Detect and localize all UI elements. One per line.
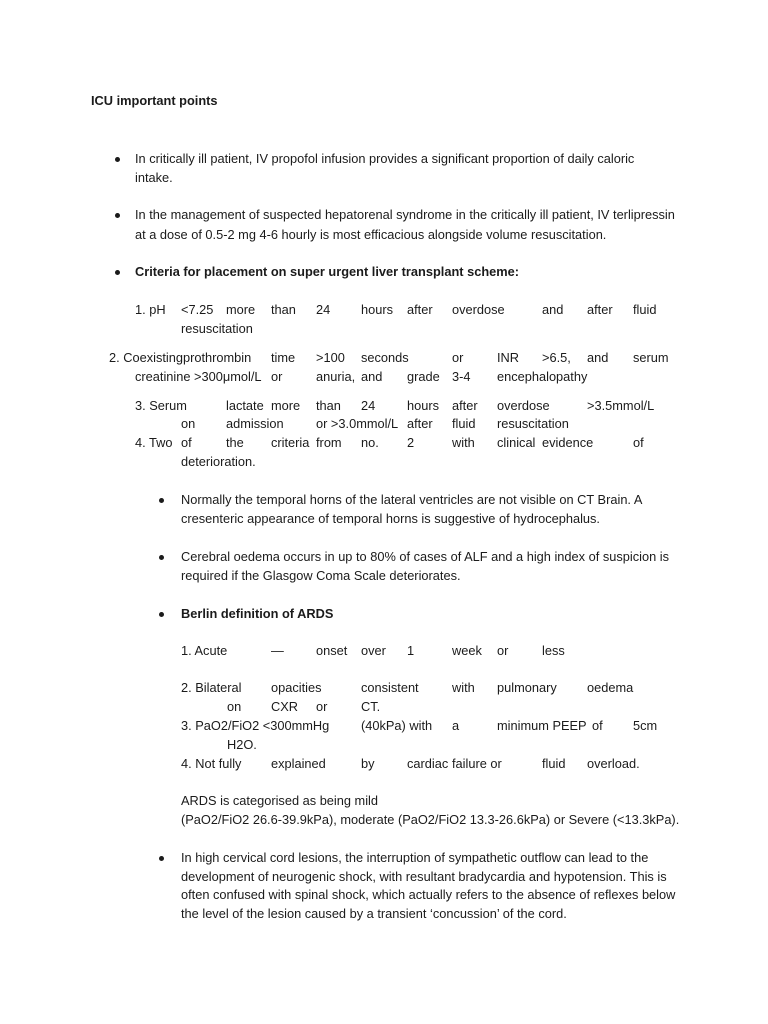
criterion-term: more <box>271 398 301 413</box>
criterion-term: seconds <box>361 350 409 365</box>
criterion-term: fluid <box>452 416 476 431</box>
criterion-term: serum <box>633 350 669 365</box>
criterion-term: after <box>452 398 478 413</box>
bullet-icon <box>115 213 120 218</box>
criterion-term: admission <box>226 416 284 431</box>
criterion-term: of <box>633 435 644 450</box>
ards-term: with <box>452 680 475 695</box>
ards-term: over <box>361 643 386 658</box>
criterion-term: 4. Two <box>135 435 173 450</box>
page-title: ICU important points <box>91 93 218 108</box>
criterion-term: or <box>271 369 283 384</box>
hepatorenal-note-line: In the management of suspected hepatorenal syndrome in the critically ill patient, IV terlipressin <box>135 207 675 222</box>
criterion-term: resuscitation <box>181 321 253 336</box>
cervical-cord-note-line: often confused with spinal shock, which actually refers to the absence of reflexes below <box>181 887 676 902</box>
ards-term: 2. Bilateral <box>181 680 242 695</box>
ards-term: minimum PEEP <box>497 718 587 733</box>
ards-term: CT. <box>361 699 381 714</box>
criterion-term: grade <box>407 369 440 384</box>
criterion-term: criteria <box>271 435 310 450</box>
ards-criterion-4 <box>0 755 768 773</box>
ards-term: CXR <box>271 699 299 714</box>
ards-term: explained <box>271 756 326 771</box>
criterion-term: and <box>361 369 383 384</box>
criterion-term: resuscitation <box>497 416 569 431</box>
ards-term: or <box>497 643 509 658</box>
cervical-cord-note-line: development of neurogenic shock, with resultant bradycardia and hypotension. This is <box>181 869 667 884</box>
ards-term: pulmonary <box>497 680 557 695</box>
criterion-term: deterioration. <box>181 454 256 469</box>
ards-term: a <box>452 718 460 733</box>
ards-term: less <box>542 643 565 658</box>
criterion-term: 24 <box>316 302 331 317</box>
ards-term: or <box>316 699 328 714</box>
criterion-term: INR <box>497 350 520 365</box>
ct-brain-note-line: cresenteric appearance of temporal horns is suggestive of hydrocephalus. <box>181 511 600 526</box>
ards-term: week <box>452 643 482 658</box>
ards-criterion-1 <box>0 642 768 660</box>
criterion-term: and <box>587 350 609 365</box>
ards-term: 4. Not fully <box>181 756 242 771</box>
ards-severity-line: (PaO2/FiO2 26.6-39.9kPa), moderate (PaO2/FiO2 13.3-26.6kPa) or Severe (<13.3kPa). <box>181 812 680 827</box>
criterion-term: >6.5, <box>542 350 571 365</box>
ards-term: on <box>227 699 242 714</box>
ards-term: 5cm <box>633 718 658 733</box>
criterion-term: and <box>542 302 564 317</box>
criterion-term: >100 <box>316 350 345 365</box>
criterion-term: overdose <box>452 302 505 317</box>
criterion-term: or <box>452 350 464 365</box>
ards-criterion-3-continued <box>0 736 768 754</box>
criterion-term: 1. pH <box>135 302 166 317</box>
criterion-term: after <box>407 416 433 431</box>
criterion-term: fluid <box>633 302 657 317</box>
criterion-term: the <box>226 435 244 450</box>
cervical-cord-note-line: the level of the lesion caused by a transient ‘concussion’ of the cord. <box>181 906 567 921</box>
criterion-term: than <box>316 398 341 413</box>
criterion-term: lactate <box>226 398 264 413</box>
ards-term: 1 <box>407 643 415 658</box>
criterion-term: after <box>587 302 613 317</box>
ards-term: opacities <box>271 680 322 695</box>
ards-term: — <box>271 643 284 658</box>
ards-term: failure or <box>452 756 502 771</box>
criterion-term: no. <box>361 435 379 450</box>
criterion-2 <box>0 349 768 367</box>
ards-term: fluid <box>542 756 566 771</box>
criteria-heading: Criteria for placement on super urgent liver transplant scheme: <box>135 264 520 279</box>
criterion-3 <box>0 397 768 415</box>
ards-term: oedema <box>587 680 634 695</box>
criterion-term: 3. Serum <box>135 398 187 413</box>
bullet-icon <box>115 270 120 275</box>
ards-term: by <box>361 756 375 771</box>
criterion-term: than <box>271 302 296 317</box>
criterion-term: overdose <box>497 398 550 413</box>
ards-criterion-2 <box>0 679 768 697</box>
criterion-term: 3-4 <box>452 369 471 384</box>
criterion-term: with <box>452 435 475 450</box>
ards-term: 1. Acute <box>181 643 228 658</box>
criterion-term: from <box>316 435 342 450</box>
criterion-term: clinical <box>497 435 536 450</box>
bullet-icon <box>159 555 164 560</box>
bullet-icon <box>115 157 120 162</box>
criterion-term: >3.5mmol/L <box>587 398 655 413</box>
ards-term: overload. <box>587 756 640 771</box>
bullet-icon <box>159 856 164 861</box>
criterion-term: more <box>226 302 256 317</box>
criterion-4 <box>0 434 768 452</box>
ards-term: cardiac <box>407 756 449 771</box>
criterion-term: <7.25 <box>181 302 214 317</box>
bullet-icon <box>159 498 164 503</box>
ards-term: H2O. <box>227 737 257 752</box>
ards-term: 3. PaO2/FiO2 <300mmHg <box>181 718 330 733</box>
cervical-cord-note-line: In high cervical cord lesions, the interruption of sympathetic outflow can lead to the <box>181 850 649 865</box>
ards-term: (40kPa) with <box>361 718 433 733</box>
cerebral-oedema-note-line: required if the Glasgow Coma Scale deteriorates. <box>181 568 461 583</box>
criterion-1-continued <box>0 320 768 338</box>
bullet-icon <box>159 612 164 617</box>
cerebral-oedema-note-line: Cerebral oedema occurs in up to 80% of cases of ALF and a high index of suspicion is <box>181 549 669 564</box>
criterion-term: encephalopathy <box>497 369 588 384</box>
criterion-term: time <box>271 350 296 365</box>
criterion-term: hours <box>407 398 440 413</box>
criterion-term: evidence <box>542 435 594 450</box>
criterion-term: anuria, <box>316 369 356 384</box>
criterion-term: 24 <box>361 398 376 413</box>
criterion-term: hours <box>361 302 394 317</box>
criterion-term: creatinine >300μmol/L <box>135 369 262 384</box>
criterion-term: 2. Coexistingprothrombin <box>109 350 252 365</box>
ards-term: consistent <box>361 680 419 695</box>
criterion-term: 2 <box>407 435 415 450</box>
criterion-term: or >3.0mmol/L <box>316 416 399 431</box>
ards-criterion-3 <box>0 717 768 735</box>
criterion-4-continued <box>0 453 768 471</box>
criterion-term: of <box>181 435 192 450</box>
ards-term: of <box>592 718 603 733</box>
ards-heading: Berlin definition of ARDS <box>181 606 334 621</box>
ards-severity-line: ARDS is categorised as being mild <box>181 793 379 808</box>
ards-criterion-2-continued <box>0 698 768 716</box>
ards-term: onset <box>316 643 348 658</box>
criterion-3-continued <box>0 415 768 433</box>
criterion-term: on <box>181 416 196 431</box>
ct-brain-note-line: Normally the temporal horns of the lateral ventricles are not visible on CT Brain. A <box>181 492 643 507</box>
criterion-1 <box>0 301 768 319</box>
criterion-term: after <box>407 302 433 317</box>
criterion-2-continued <box>0 368 768 386</box>
hepatorenal-note-line: at a dose of 0.5-2 mg 4-6 hourly is most efficacious alongside volume resuscitation. <box>135 227 607 242</box>
propofol-note-line: In critically ill patient, IV propofol infusion provides a significant proportion of daily caloric <box>135 151 635 166</box>
propofol-note-line: intake. <box>135 170 173 185</box>
